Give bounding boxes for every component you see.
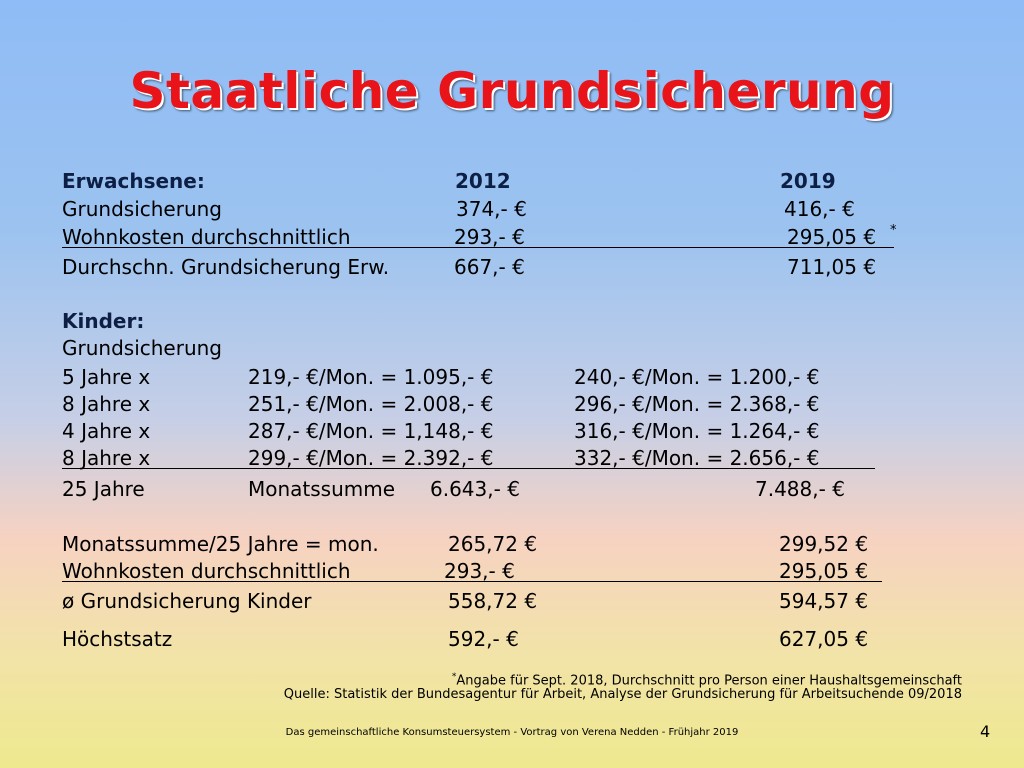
adults-underline [62,247,894,248]
adults-housing-2019: 295,05 € [787,225,877,249]
children-subheader: Grundsicherung [62,336,222,360]
summary-housing-label: Wohnkosten durchschnittlich [62,559,351,583]
children-sum-label: Monatssumme [248,477,396,501]
adults-total-2012: 667,- € [454,255,525,279]
summary-monthly-row [62,530,962,558]
summary-max-row [62,625,962,653]
adults-total-row [62,253,962,281]
summary-monthly-2012: 265,72 € [448,532,538,556]
child-calc-2012: 287,- €/Mon. = 1,148,- € [248,419,494,443]
children-sum-row [62,475,962,503]
child-calc-2012: 251,- €/Mon. = 2.008,- € [248,392,494,416]
adults-basic-label: Grundsicherung [62,197,222,221]
child-calc-2012: 219,- €/Mon. = 1.095,- € [248,365,494,389]
slide-footer: Das gemeinschaftliche Konsumsteuersystem - Vortrag von Verena Nedden - Frühjahr 2019 [285,727,739,738]
footnote-star: * [451,672,457,682]
child-calc-2019: 332,- €/Mon. = 2.656,- € [574,446,820,470]
summary-children-row [62,587,962,615]
adults-total-2019: 711,05 € [787,255,877,279]
child-calc-2012: 299,- €/Mon. = 2.392,- € [248,446,494,470]
adults-housing-2012: 293,- € [454,225,525,249]
slide-title: Staatliche Grundsicherung [129,62,895,120]
adults-basic-row [62,195,962,223]
children-row [62,417,962,445]
page-number: 4 [980,722,991,741]
child-calc-2019: 316,- €/Mon. = 1.264,- € [574,419,820,443]
children-sum-2012: 6.643,- € [430,477,520,501]
adults-basic-2019: 416,- € [784,197,855,221]
children-row [62,390,962,418]
summary-max-2012: 592,- € [448,627,519,651]
footnote-marker: * [890,223,897,238]
summary-children-label: ø Grundsicherung Kinder [62,589,312,613]
children-sum-age: 25 Jahre [62,477,145,501]
summary-housing-2012: 293,- € [444,559,515,583]
child-age: 5 Jahre x [62,365,151,389]
adults-total-label: Durchschn. Grundsicherung Erw. [62,255,390,279]
source-note: Quelle: Statistik der Bundesagentur für Arbeit, Analyse der Grundsicherung für Arbeitsuchende 09/2018 [283,687,962,702]
child-age: 4 Jahre x [62,419,151,443]
children-row [62,363,962,391]
year-2019-header: 2019 [780,169,836,193]
summary-children-2019: 594,57 € [779,589,869,613]
adults-housing-label: Wohnkosten durchschnittlich [62,225,351,249]
summary-monthly-label: Monatssumme/25 Jahre = mon. [62,532,379,556]
child-age: 8 Jahre x [62,446,151,470]
children-underline [62,468,875,469]
year-2012-header: 2012 [455,169,511,193]
summary-max-2019: 627,05 € [779,627,869,651]
child-age: 8 Jahre x [62,392,151,416]
adults-basic-2012: 374,- € [456,197,527,221]
summary-children-2012: 558,72 € [448,589,538,613]
summary-underline [62,581,882,582]
summary-housing-2019: 295,05 € [779,559,869,583]
children-header: Kinder: [62,309,145,333]
adults-header-row [62,167,962,195]
child-calc-2019: 296,- €/Mon. = 2.368,- € [574,392,820,416]
summary-max-label: Höchstsatz [62,627,173,651]
summary-monthly-2019: 299,52 € [779,532,869,556]
adults-header-label: Erwachsene: [62,169,205,193]
child-calc-2019: 240,- €/Mon. = 1.200,- € [574,365,820,389]
children-sum-2019: 7.488,- € [755,477,845,501]
footnote-text: Angabe für Sept. 2018, Durchschnitt pro Person einer Haushaltsgemeinschaft [456,673,962,689]
